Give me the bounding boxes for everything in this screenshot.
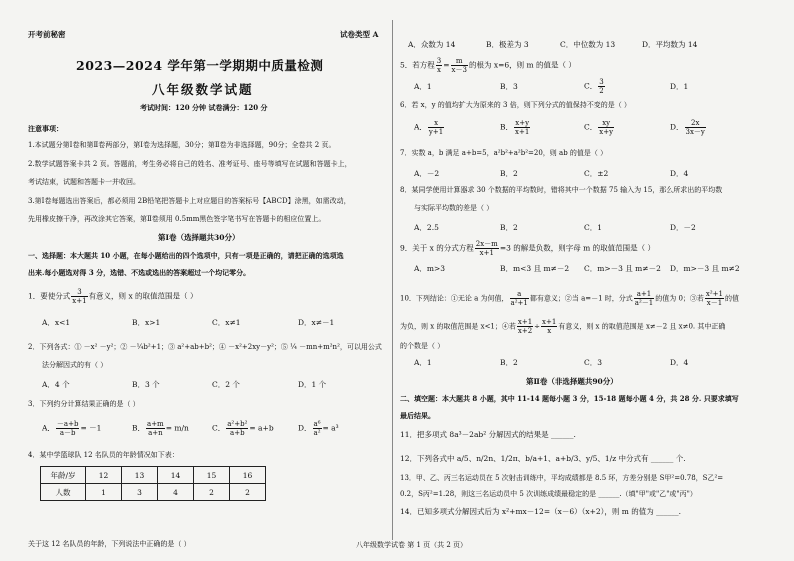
question-10-line-2: 为负，则 x 的取值范围是 x<1；④若 $\frac{x+1}{x+2}$ ÷ $\frac{x+1}{x}$ 有意义，则 x 的取值范围是 x≠－2 且 x≠0. 其中正确: [400, 318, 726, 335]
q1-option-b: B．x>1: [132, 318, 161, 327]
note-1: 1.本试题分第Ⅰ卷和第Ⅱ卷两部分，第Ⅰ卷为选择题，30分；第Ⅱ卷为非选择题，90分；全卷共 2 页。: [28, 141, 336, 149]
q4-option-b: B．极差为 3: [486, 40, 529, 49]
q3-option-d: D． $\frac{\text{a⁶}}{\text{a²}}$ = a³: [298, 420, 339, 437]
q10-option-b: B．2: [500, 358, 518, 367]
q9-option-b: B．m<3 且 m≠－2: [500, 264, 570, 273]
part1-heading: 第Ⅰ卷（选择题共30分）: [158, 233, 240, 242]
time-score: 考试时间：120 分钟 试卷满分：120 分: [140, 103, 268, 112]
q6-option-c: C． $\frac{xy}{x+y}$: [584, 119, 614, 136]
question-3: 3．下列约分计算结果正确的是（ ）: [28, 400, 140, 408]
question-14: 14．已知多项式分解因式后为 x²+mx－12=（x－6）（x+2），则 m 的值为 ______.: [400, 507, 682, 516]
age-table: [40, 466, 266, 501]
q2-option-c: C．2 个: [212, 380, 240, 389]
part2-intro-2: 最后结果。: [400, 411, 435, 420]
table-row: 年龄/岁 12 13 14 15 16: [41, 467, 266, 484]
question-9: 9．关于 x 的分式方程 $\frac{2x-m}{x+1}$ =3 的解是负数，则字母 m 的取值范围是（ ）: [400, 240, 656, 257]
question-7: 7．实数 a，b 满足 a+b=5，a²b²+a²b²=20，则 ab 的值是（ ）: [400, 149, 608, 157]
q8-option-d: D．－2: [670, 223, 696, 232]
question-1: 1．要使分式 $\frac{3}{x+1}$ 有意义，则 x 的取值范围是（ ）: [28, 288, 198, 305]
q10-option-a: A．1: [414, 358, 432, 367]
q3-option-c: C． $\frac{\text{a²+b²}}{a+b}$ = a+b: [212, 420, 274, 437]
q7-option-a: A．－2: [414, 169, 440, 178]
q4-option-c: C．中位数为 13: [560, 40, 616, 49]
q1-option-d: D．x≠－1: [298, 318, 335, 327]
q8-option-c: C．1: [584, 223, 603, 232]
q7-option-c: C．±2: [584, 169, 609, 178]
question-13-line-1: 13．甲、乙、丙三名运动员在 5 次射击训练中，平均成绩都是 8.5 环，方差分别是 S甲²=0.78，S乙²=: [400, 474, 724, 482]
q1-option-a: A．x<1: [42, 318, 71, 327]
q9-option-d: D．m>－3 且 m≠2: [670, 264, 740, 273]
q6-option-d: D． $\frac{2x}{3x-y}$: [670, 119, 705, 136]
q4-option-d: D．平均数为 14: [642, 40, 698, 49]
question-11: 11．把多项式 8a³－2ab² 分解因式的结果是 ______.: [400, 430, 576, 439]
note-2b: 考试结束，试题和答题卡一并收回。: [28, 178, 140, 186]
q2-option-a: A．4 个: [42, 380, 70, 389]
left-column: [28, 0, 388, 561]
question-12: 12．下列各式中 a/5、n/2n、1/2π、b/a+1、a+b/3、y/5、1/z 中分式有 ______ 个.: [400, 454, 686, 463]
q7-option-d: D．4: [670, 169, 689, 178]
q7-option-b: B．2: [500, 169, 518, 178]
note-3b: 先用橡皮擦干净，再改涂其它答案，第Ⅱ卷须用 0.5mm黑色签字笔书写在答题卡的相应位置上。: [28, 215, 326, 223]
question-8-line-2: 与实际平均数的差是（ ）: [414, 204, 494, 212]
question-10-line-3: 的个数是（ ）: [400, 342, 445, 350]
column-divider: [392, 20, 393, 540]
page-footer: 八年级数学试卷 第 1 页（共 2 页）: [356, 541, 468, 549]
q6-option-a: A． $\frac{x}{y+1}$: [414, 119, 444, 136]
q5-option-a: A．1: [414, 82, 432, 91]
q9-option-c: C．m>－3 且 m≠－2: [584, 264, 661, 273]
q5-option-c: C． $\frac{3}{2}$: [584, 78, 604, 95]
paper-type-label: 试卷类型 A: [340, 30, 379, 39]
question-13-line-2: 0.2，S丙²=1.28，则这三名运动员中 5 次训练成绩最稳定的是 ______.（填"甲"或"乙"或"丙"）: [400, 490, 697, 498]
question-8-line-1: 8．某同学使用计算器求 30 个数据的平均数时，错将其中一个数据 75 输入为 15，那么所求出的平均数: [400, 186, 723, 194]
exam-subtitle: 八年级数学试题: [152, 82, 254, 97]
note-2a: 2.数学试题答案卡共 2 页。答题前，考生务必将自己的姓名、准考证号、座号等填写在试题和答题卡上，: [28, 160, 352, 168]
q5-option-b: B．3: [500, 82, 518, 91]
q10-option-c: C．3: [584, 358, 603, 367]
q3-option-b: B． $\frac{a+m}{a+n}$ = m/n: [132, 420, 189, 437]
part1-intro-2: 出来.每小题选对得 3 分，选错、不选或选出的答案超过一个均记零分。: [28, 268, 251, 277]
table-row: 人数 1 3 4 2 2: [41, 484, 266, 501]
question-10-line-1: 10．下列结论：①无论 a 为何值， $\frac{a}{\text{a²+1}}$ 都有意义；②当 a=－1 时，分式 $\frac{a+1}{\text{a²－1}}$ 的值为 0；③若 $\frac{\text{x²+1}}{x-1}$ 的值: [400, 290, 739, 307]
part2-heading: 第Ⅱ卷（非选择题共90分）: [526, 377, 618, 386]
exam-title: 2023—2024 学年第一学期期中质量检测: [76, 58, 324, 73]
q10-option-d: D．4: [670, 358, 689, 367]
q2-option-d: D．1 个: [298, 380, 327, 389]
note-3a: 3.第Ⅰ卷每题选出答案后，都必须用 2B铅笔把答题卡上对应题目的答案标号【ABCD】涂黑，如需改动，: [28, 197, 351, 205]
question-4: 4．某中学篮球队 12 名队员的年龄情况如下表：: [28, 451, 179, 459]
question-6: 6．若 x，y 的值均扩大为原来的 3 倍，则下列分式的值保持不变的是（ ）: [400, 101, 631, 109]
question-2-line-1: 2．下列各式：① －x² －y²；② －¼b²+1；③ a²+ab+b²；④ －x²+2xy－y²；⑤ ¼ －mn+m²n²，可以用公式: [28, 343, 382, 351]
part1-intro-1: 一、选择题：本大题共 10 小题，在每小题给出的四个选项中，只有一项是正确的，请把正确的选项选: [28, 251, 344, 260]
q6-option-b: B． $\frac{x+y}{x+1}$: [500, 119, 530, 136]
question-5: 5．若方程 $\frac{3}{x}$ = $\frac{m}{x-3}$ 的根为 x=6，则 m 的值是（ ）: [400, 57, 576, 74]
q9-option-a: A．m>3: [414, 264, 446, 273]
q5-option-d: D．1: [670, 82, 689, 91]
q8-option-b: B．2: [500, 223, 518, 232]
q4-option-a: A．众数为 14: [408, 40, 456, 49]
q1-option-c: C．x≠1: [212, 318, 241, 327]
q8-option-a: A．2.5: [414, 223, 439, 232]
notes-heading: 注意事项：: [28, 124, 63, 133]
q3-option-a: A． $\frac{-a+b}{a-b}$ = －1: [42, 420, 102, 437]
question-2-line-2: 法分解因式的有（ ）: [42, 361, 108, 369]
question-4-tail: 关于这 12 名队员的年龄，下列说法中正确的是（ ）: [28, 540, 191, 548]
q2-option-b: B．3 个: [132, 380, 160, 389]
part2-intro-1: 二、填空题：本大题共 8 小题，其中 11-14 题每小题 3 分，15-18 题每小题 4 分，共 28 分. 只要求填写: [400, 394, 739, 403]
confidential-label: 开考前秘密: [28, 30, 66, 39]
